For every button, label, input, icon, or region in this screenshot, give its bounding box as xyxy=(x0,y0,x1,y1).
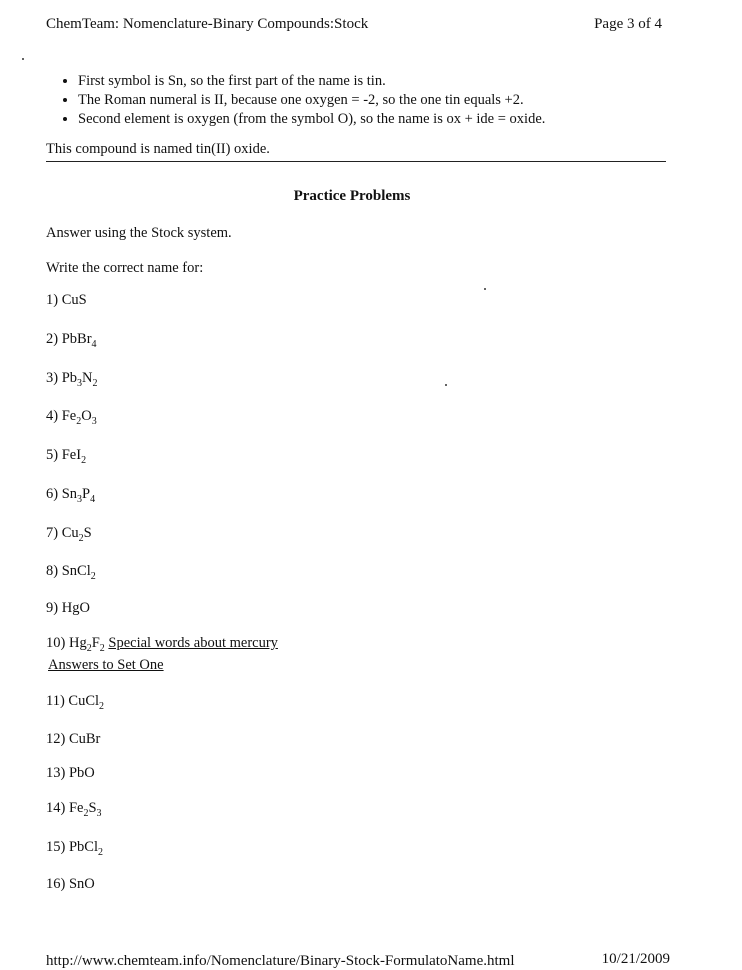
problem-number: 8) xyxy=(46,563,59,579)
formula-subscript: 2 xyxy=(78,533,84,544)
problem-formula xyxy=(61,408,97,427)
formula-element: SnCl xyxy=(61,563,91,579)
footer-date: 10/21/2009 xyxy=(601,951,670,967)
problem-formula xyxy=(61,525,92,544)
formula-subscript: 2 xyxy=(90,571,96,582)
formula-element: Sn xyxy=(61,486,78,502)
problem-formula xyxy=(68,800,102,819)
formula-subscript: 2 xyxy=(83,808,89,819)
formula-subscript: 4 xyxy=(91,339,97,350)
formula-element: PbO xyxy=(68,765,95,781)
problem-number: 6) xyxy=(46,486,59,502)
problem-formula xyxy=(61,370,98,389)
formula-element: Fe xyxy=(68,800,84,816)
formula-element: F xyxy=(91,635,100,651)
footer-url: http://www.chemteam.info/Nomenclature/Binary-Stock-FormulatoName.html xyxy=(46,953,515,969)
problem-formula xyxy=(69,765,95,781)
formula-element: S xyxy=(88,800,97,816)
problem-number: 5) xyxy=(46,447,59,463)
problem-formula xyxy=(62,292,87,308)
problem-number: 3) xyxy=(46,370,59,386)
answers-link[interactable] xyxy=(48,657,164,674)
formula-subscript: 2 xyxy=(92,378,98,389)
problem-formula xyxy=(68,635,105,654)
practice-title: Practice Problems xyxy=(293,188,411,204)
formula-subscript: 3 xyxy=(96,808,102,819)
formula-subscript: 2 xyxy=(86,643,92,654)
formula-element: Hg xyxy=(68,635,87,651)
formula-element: CuBr xyxy=(68,731,101,747)
problem-number: 13) xyxy=(46,765,66,781)
formula-subscript: 2 xyxy=(76,416,82,427)
problem-number: 9) xyxy=(46,600,59,616)
problem-number: 15) xyxy=(46,839,66,855)
special-words-link[interactable]: Special words about mercury xyxy=(108,635,278,651)
formula-subscript: 2 xyxy=(99,643,105,654)
problem-number: 1) xyxy=(46,292,59,308)
formula-element: N xyxy=(82,370,93,386)
answers-link-text[interactable]: Answers to Set One xyxy=(48,657,164,673)
section-divider xyxy=(46,161,666,162)
formula-subscript: 2 xyxy=(97,847,103,858)
problem-number: 7) xyxy=(46,525,59,541)
problem-item xyxy=(46,525,92,542)
problem-formula xyxy=(69,876,95,892)
problem-number: 2) xyxy=(46,331,59,347)
formula-element: O xyxy=(81,408,92,424)
problem-formula xyxy=(62,600,90,616)
problem-number: 4) xyxy=(46,408,59,424)
problem-number: 12) xyxy=(46,731,66,747)
problem-formula xyxy=(69,731,100,747)
formula-element: Cu xyxy=(61,525,79,541)
problem-item xyxy=(46,600,90,617)
problem-item xyxy=(46,331,97,348)
formula-element: SnO xyxy=(68,876,95,892)
scan-speck xyxy=(484,288,486,290)
problem-item xyxy=(46,839,103,856)
problem-formula xyxy=(68,693,105,712)
formula-element: S xyxy=(83,525,92,541)
problem-item xyxy=(46,731,100,748)
scan-speck xyxy=(22,58,24,60)
formula-element: Pb xyxy=(61,370,78,386)
problem-number: 11) xyxy=(46,693,65,709)
instruction-text: Answer using the Stock system. xyxy=(46,225,232,241)
problem-item xyxy=(46,635,278,652)
explanation-item: • The Roman numeral is II, because one oxygen = -2, so the one tin equals +2. xyxy=(78,91,698,110)
formula-element: CuCl xyxy=(68,693,100,709)
problem-item xyxy=(46,800,102,817)
formula-element: CuS xyxy=(61,292,87,308)
problem-item xyxy=(46,486,95,503)
formula-element: FeI xyxy=(61,447,82,463)
problem-item xyxy=(46,370,98,387)
formula-element: PbCl xyxy=(68,839,98,855)
problem-formula xyxy=(61,331,97,350)
formula-element: PbBr xyxy=(61,331,92,347)
explanation-item: • First symbol is Sn, so the first part of the name is tin. xyxy=(78,72,698,91)
conclusion-text: This compound is named tin(II) oxide. xyxy=(46,141,270,157)
problem-number: 14) xyxy=(46,800,66,816)
problem-formula xyxy=(61,447,87,466)
formula-subscript: 4 xyxy=(90,494,96,505)
problem-item xyxy=(46,876,95,893)
formula-subscript: 3 xyxy=(91,416,97,427)
page-header-title: ChemTeam: Nomenclature-Binary Compounds:Stock xyxy=(46,16,369,32)
problem-formula xyxy=(61,486,96,505)
problem-item xyxy=(46,292,87,309)
explanation-list xyxy=(58,72,698,129)
formula-subscript: 3 xyxy=(77,378,83,389)
problem-formula xyxy=(61,563,96,582)
problem-item xyxy=(46,693,104,710)
prompt-text: Write the correct name for: xyxy=(46,260,204,276)
formula-subscript: 2 xyxy=(81,455,87,466)
formula-subscript: 3 xyxy=(77,494,83,505)
problem-formula xyxy=(68,839,103,858)
problem-item xyxy=(46,765,95,782)
problem-item xyxy=(46,408,97,425)
formula-element: Fe xyxy=(61,408,77,424)
problem-item xyxy=(46,447,86,464)
formula-element: HgO xyxy=(61,600,90,616)
problem-item xyxy=(46,563,96,580)
page-number: Page 3 of 4 xyxy=(594,16,662,32)
scan-speck xyxy=(445,384,447,386)
formula-element: P xyxy=(82,486,91,502)
problem-number: 10) xyxy=(46,635,66,651)
problem-number: 16) xyxy=(46,876,66,892)
formula-subscript: 2 xyxy=(99,701,105,712)
explanation-item: • Second element is oxygen (from the symbol O), so the name is ox + ide = oxide. xyxy=(78,110,698,129)
